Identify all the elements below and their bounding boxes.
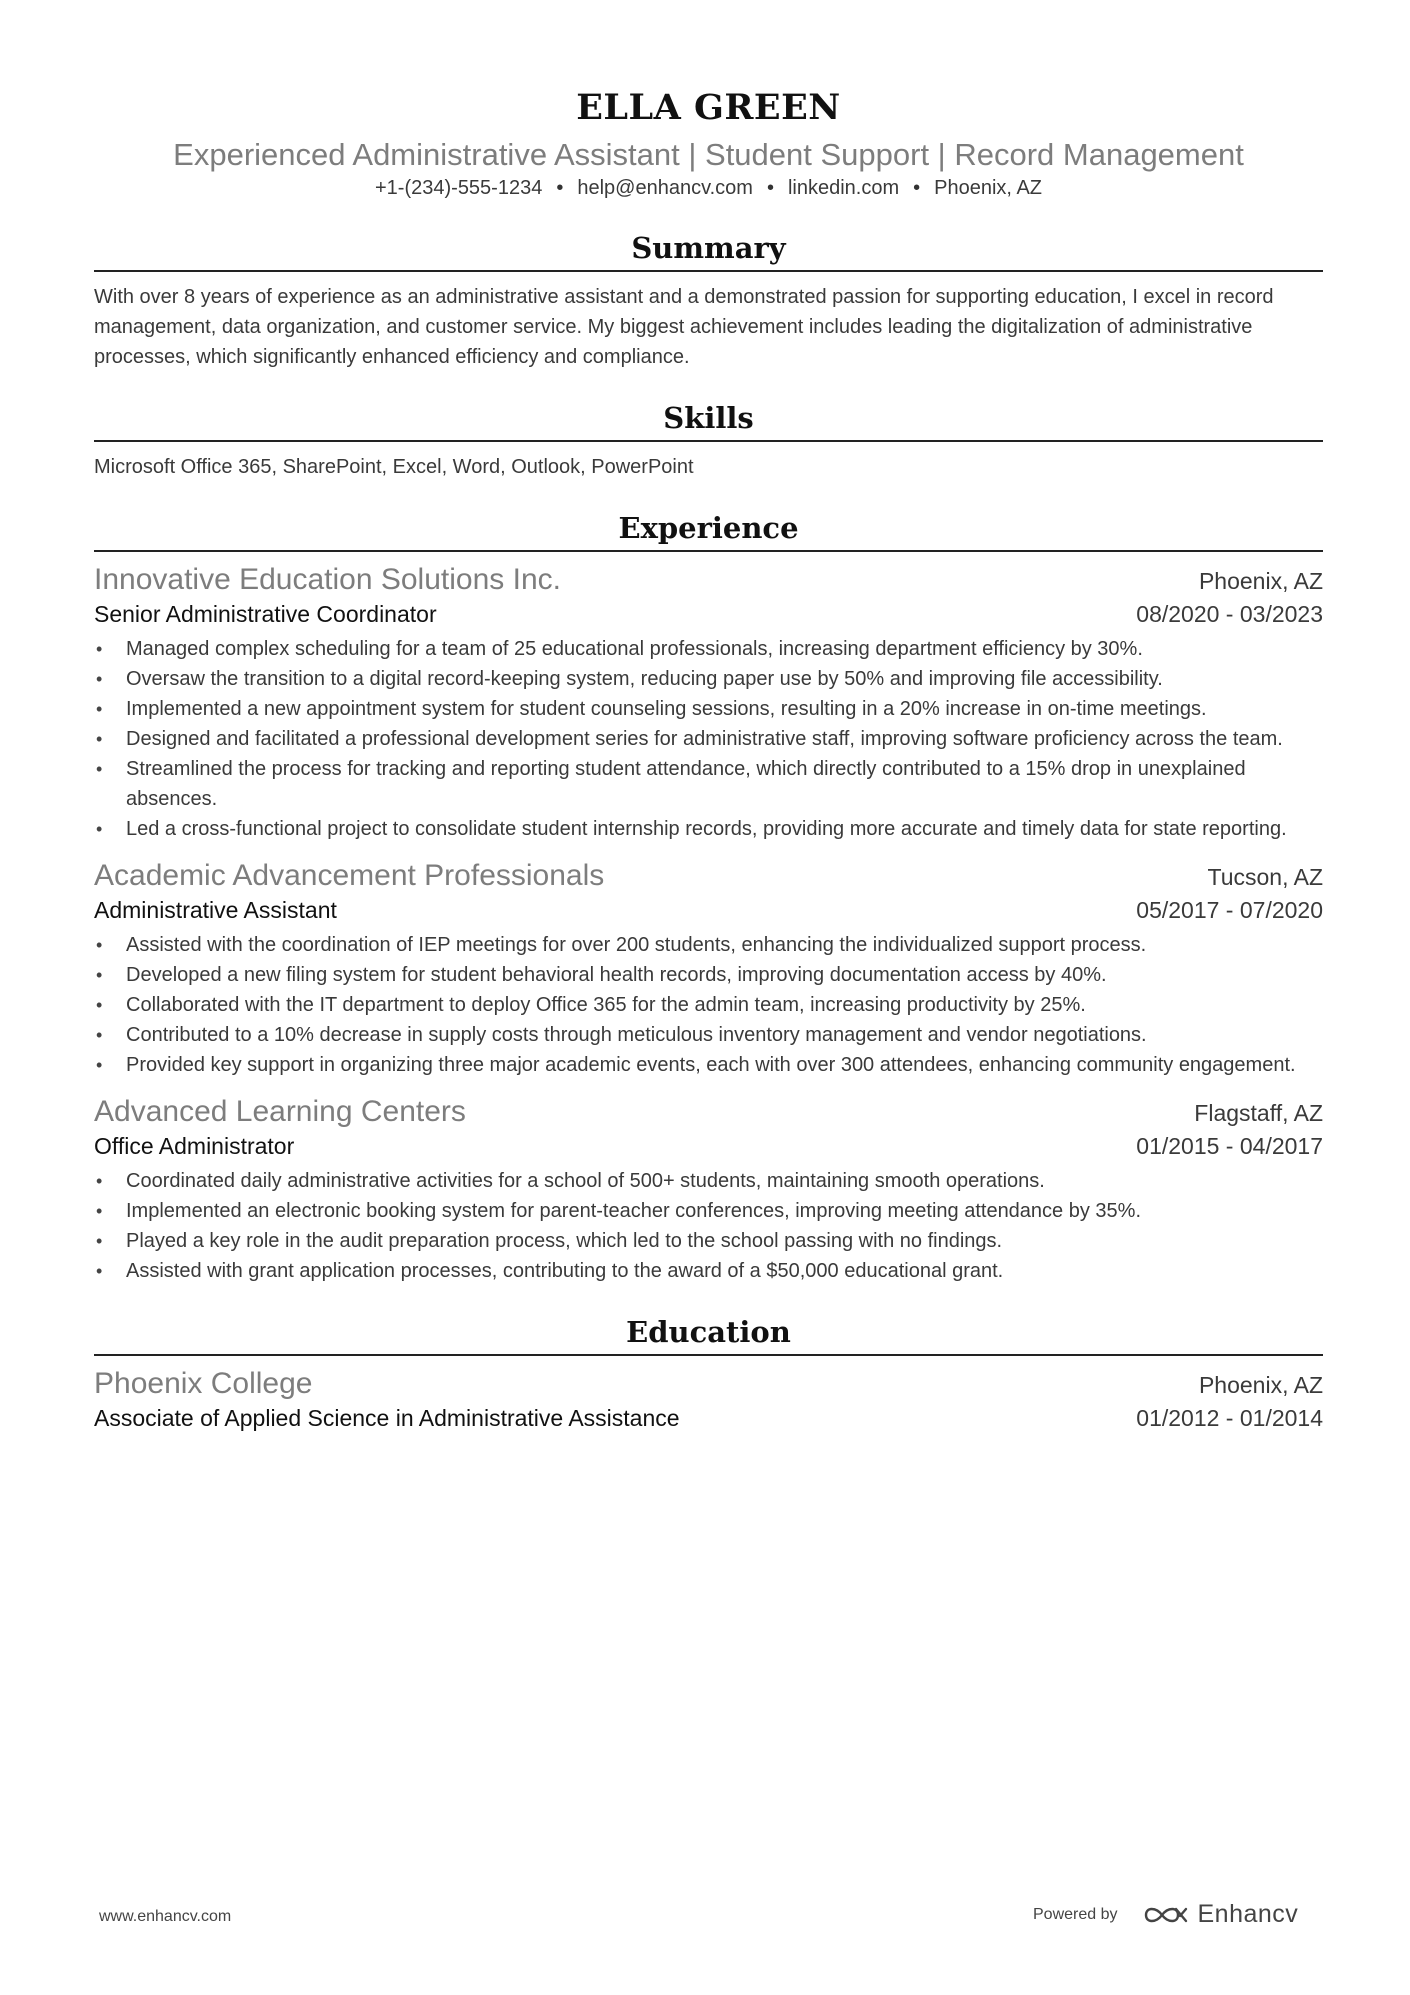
company-name: Advanced Learning Centers [94, 1095, 466, 1128]
education-dates: 01/2012 - 01/2014 [1136, 1405, 1323, 1431]
achievement-list [94, 930, 1323, 1080]
achievement-item: • Led a cross-functional project to consolidate student internship records, providing more accurate and timely data for state reporting. [94, 814, 1323, 844]
contact-phone[interactable]: +1-(234)-555-1234 [375, 177, 543, 199]
job-title: Administrative Assistant [94, 897, 337, 923]
job-dates: 01/2015 - 04/2017 [1136, 1133, 1323, 1159]
education-title: Education [626, 1315, 791, 1349]
achievement-item: • Coordinated daily administrative activities for a school of 500+ students, maintaining smooth operations. [94, 1166, 1323, 1196]
brand-name: Enhancv [1197, 1900, 1299, 1928]
candidate-name: ELLA GREEN [576, 87, 841, 128]
job-dates: 05/2017 - 07/2020 [1136, 897, 1323, 923]
job-location: Tucson, AZ [1207, 864, 1323, 890]
separator-dot: • [766, 177, 774, 199]
section-divider [94, 270, 1323, 272]
degree-title: Associate of Applied Science in Administrative Assistance [94, 1405, 680, 1431]
school-name: Phoenix College [94, 1367, 313, 1400]
powered-by-label: Powered by [1033, 1905, 1118, 1923]
company-name: Innovative Education Solutions Inc. [94, 563, 561, 596]
summary-title: Summary [631, 231, 786, 265]
contact-line [94, 176, 1323, 200]
candidate-headline: Experienced Administrative Assistant | Student Support | Record Management [173, 137, 1244, 172]
company-name: Academic Advancement Professionals [94, 859, 605, 892]
contact-location: Phoenix, AZ [934, 177, 1042, 199]
section-divider [94, 550, 1323, 552]
experience-entry [94, 1094, 1323, 1286]
achievement-item: • Streamlined the process for tracking and reporting student attendance, which directly contributed to a 15% drop in unexplained absences. [94, 754, 1323, 814]
separator-dot: • [556, 177, 564, 199]
resume-page [94, 0, 1323, 1434]
summary-text: With over 8 years of experience as an administrative assistant and a demonstrated passion for supporting education, I excel in record management, data organization, and customer service. My biggest achievement includes leading the digitalization of administrative processes, which significantly enhanced efficiency and compliance. [94, 286, 1274, 368]
footer-website[interactable]: www.enhancv.com [99, 1908, 232, 1925]
skills-title: Skills [663, 401, 754, 435]
achievement-list [94, 1166, 1323, 1286]
skills-text: Microsoft Office 365, SharePoint, Excel, Word, Outlook, PowerPoint [94, 456, 694, 478]
achievement-item: • Designed and facilitated a professional development series for administrative staff, improving software proficiency across the team. [94, 724, 1323, 754]
achievement-item: • Developed a new filing system for student behavioral health records, improving documentation access by 40%. [94, 960, 1323, 990]
education-entry [94, 1366, 1323, 1434]
achievement-list [94, 634, 1323, 844]
enhancv-logo-icon [1142, 1903, 1190, 1927]
achievement-item: • Assisted with grant application processes, contributing to the award of a $50,000 educational grant. [94, 1256, 1323, 1286]
brand-logo[interactable] [1142, 1900, 1299, 1929]
experience-entry [94, 562, 1323, 844]
achievement-item: • Collaborated with the IT department to deploy Office 365 for the admin team, increasing productivity by 25%. [94, 990, 1323, 1020]
job-location: Flagstaff, AZ [1194, 1100, 1323, 1126]
achievement-item: • Implemented a new appointment system for student counseling sessions, resulting in a 20% increase in on-time meetings. [94, 694, 1323, 724]
job-dates: 08/2020 - 03/2023 [1136, 601, 1323, 627]
job-location: Phoenix, AZ [1198, 568, 1323, 594]
section-divider [94, 1354, 1323, 1356]
achievement-item: • Played a key role in the audit preparation process, which led to the school passing with no findings. [94, 1226, 1323, 1256]
job-title: Senior Administrative Coordinator [94, 601, 437, 627]
experience-entry [94, 858, 1323, 1080]
summary-section [94, 230, 1323, 372]
footer-branding [1033, 1900, 1298, 1929]
achievement-item: • Provided key support in organizing three major academic events, each with over 300 attendees, enhancing community engagement. [94, 1050, 1323, 1080]
school-location: Phoenix, AZ [1198, 1372, 1323, 1398]
contact-linkedin[interactable]: linkedin.com [787, 177, 900, 199]
achievement-item: • Implemented an electronic booking system for parent-teacher conferences, improving meeting attendance by 35%. [94, 1196, 1323, 1226]
separator-dot: • [913, 177, 921, 199]
job-title: Office Administrator [94, 1133, 295, 1159]
education-section [94, 1314, 1323, 1434]
experience-title: Experience [618, 511, 799, 545]
contact-email[interactable]: help@enhancv.com [577, 177, 753, 199]
achievement-item: • Contributed to a 10% decrease in supply costs through meticulous inventory management and vendor negotiations. [94, 1020, 1323, 1050]
achievement-item: • Assisted with the coordination of IEP meetings for over 200 students, enhancing the individualized support process. [94, 930, 1323, 960]
skills-section [94, 400, 1323, 482]
achievement-item: • Managed complex scheduling for a team of 25 educational professionals, increasing department efficiency by 30%. [94, 634, 1323, 664]
experience-section [94, 510, 1323, 1286]
section-divider [94, 440, 1323, 442]
achievement-item: • Oversaw the transition to a digital record-keeping system, reducing paper use by 50% and improving file accessibility. [94, 664, 1323, 694]
resume-header [94, 87, 1323, 200]
